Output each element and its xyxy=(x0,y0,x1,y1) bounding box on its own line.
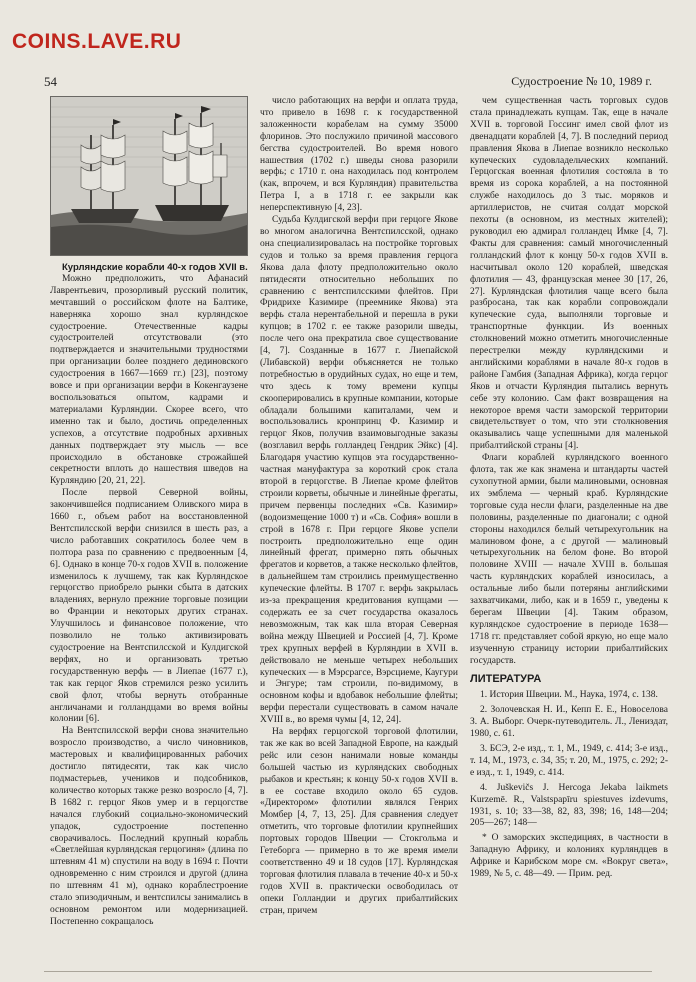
paragraph: Флаги кораблей курляндского военного флота, так же как знамена и штандарты частей сухопутной армии, были малиновыми, основная их эмблема — черный краб. Курляндские торговые суда несли флаги, разделенные на две половины, разделенные по диагонали; с одной стороны находился белый четырехугольник на малиновом фоне, а с другой — малиновый четырехугольник на белом фоне. Во второй половине XVIII — начале XVIII в. большая часть курляндских кораблей износилась, а остальные либо были потеряны английскими захватчиками, либо, как и в 1659 г., уведены к берегам Швеции [4]. Таким образом, курляндское судостроение в периоде 1638—1718 гг. представляет собой яркую, но еще мало изученную страницу истории прибалтийских государств. xyxy=(470,453,668,666)
reference-item: 3. БСЭ, 2-е изд., т. 1, М., 1949, с. 414; 3-е изд., т. 14, М., 1973, с. 34, 35; т. 20, М., 1975, с. 292; 2-е изд., т. 1, 1949, с. 414. xyxy=(470,744,668,778)
figure-caption: Курляндские корабли 40-х годов XVII в. xyxy=(62,262,248,273)
paragraph: Можно предположить, что Афанасий Лаврентьевич, прозорливый русский политик, мечтавший о российском флоте на Балтике, наверняка хорошо знал курляндское судостроение. Отечественные кадры судостроителей отсутствовали (это подтверждается и значительными трудностями при организации более позднего дединовского судостроения в 1667—1669 гг.) [23], поэтому вовсе и при организации верфи в Кокенгаузене воспользоваться опытом, кадрами и материалами Курляндии. Скорее всего, что именно так и было, достичь определенных успехов, а отсутствие подробных архивных данных подтверждает эту мысль — все происходило в обстановке строжайшей секретности вплоть до нашествия шведов на Курляндию [20, 21, 22]. xyxy=(50,273,248,487)
running-head: Судостроение № 10, 1989 г. xyxy=(511,74,652,88)
paragraph: На Вентспилсской верфи снова значительно возросло производство, а число чиновников, мастеровых и квалифицированных рабочих достигло пятидесяти, так как число подмастерьев, учеников и подсобников, количество которых также резко возросло [4, 7]. В 1682 г. герцог Яков умер и в герцогстве начался глубокий социально-экономический упадок, судостроение постепенно сворачивалось. Последний крупный корабль «Светлейшая курляндская герцогиня» (длина по штевням 41 м) спустили на воду в 1694 г. Почти одновременно с ним строился и другой (длина по штевням 41 м), однако кораблестроение стало эпизодичным, и вентспилсы занимались в основном ремонтом или модернизацией. Постепенно сокращалось xyxy=(50,726,248,927)
article-body xyxy=(50,96,666,966)
paragraph: число работающих на верфи и оплата труда, что привело в 1698 г. к государственной заложенности корабелам на сумму 35000 флоринов. Это послужило причиной массового бегства судостроителей. Во время нового нашествия (1702 г.) шведы снова разорили верфь; с 1710 г. она находилась под контролем (как, впрочем, и вся Курляндия) правительства Петра I, а в 1718 г. ее закрыли как неперспективную [4, 23]. xyxy=(260,96,458,214)
ships-illustration xyxy=(50,96,248,256)
ships-engraving-icon xyxy=(51,97,247,255)
page-number: 54 xyxy=(44,74,57,89)
page-bottom-rule xyxy=(44,971,652,972)
reference-item: 4. Juškevičs J. Hercoga Jekaba laikmets Kurzemē. R., Valstspapīru spiestuves izdevums, 1931, s. 10; 33—38, 82, 83, 398; 16, 148—204; 205—267; 148— xyxy=(470,782,668,829)
paragraph: После первой Северной войны, закончившейся подписанием Оливского мира в 1660 г., объем работ на восстановленной Вентспилсской верфи снизился в шесть раз, а число работавших сократилось более чем в полтора раза по сравнению с предвоенным [4, 6]. Однако в конце 70-х годов XVII в. положение изменилось к лучшему, так как Курляндское герцогство приобрело рынки сбыта в датских владениях, вернуло прежние торговые позиции во Франции и некоторых других странах. Улучшилось и финансовое положение, что позволило не только активизировать судостроение на Вентспилсской и Кулдигской верфях, но и организовать третью государственную верфь — в Лиепае (1677 г.), так как герцог Яков стремился резко усилить свой флот, чтобы вернуть отобранные англичанами и голландцами во время войны колонии [6]. xyxy=(50,488,248,725)
column-3 xyxy=(470,96,668,966)
footnote: * О заморских экспедициях, в частности в Западную Африку, и колониях курляндцев в Африке и Карибском море см. «Вокруг света», 1989, № 5, с. 48—49. — Прим. ред. xyxy=(470,833,668,880)
column-2 xyxy=(260,96,458,966)
reference-item: 2. Золочевская Н. И., Кепп Е. Е., Новоселова З. А. Выборг. Очерк-путеводитель. Л., Лениздат, 1980, с. 61. xyxy=(470,705,668,740)
paragraph: чем существенная часть торговых судов стала принадлежать купцам. Так, еще в начале XVII в. торговой Госсинг имел свой флот из двенадцати кораблей [4, 7]. В последний период правления Якова в Лиепае возникло несколько купеческих судовладельческих компаний. Герцогская военная флотилия состояла в то время из сорока кораблей, а на постоянной службе находилось до 3 тыс. моряков и артиллеристов, не считая солдат морской пехоты (в основном, из местных жителей); руководил ею адмирал голландец Имке [4, 7]. Факты для сравнения: самый многочисленный голландский флот к концу 50-х годов XVII в. насчитывал около 120 кораблей, шведская флотилия — 43, французская менее 30 [17, 26, 27]. Курляндская флотилия чаще всего была разбросана, так как корабли сопровождали купеческие суда, выполняли торговые и транспортные функции. Из военных столкновений можно отметить многочисленные перестрелки между курляндскими и английскими кораблями в начале 80-х годов в районе Гамбия (Западная Африка), когда герцог Яков и отчасти Курляндия пытались вернуть себе эту колонию. Сам факт возвращения на некоторое время части заморской территории свидетельствует о том, что эти столкновения оказывались чаще успешными для маленькой прибалтийской страны [4]. xyxy=(470,96,668,452)
paragraph: На верфях герцогской торговой флотилии, так же как во всей Западной Европе, на каждый рейс или сезон нанимали новые команды большей частью из курляндских свободных рыбаков и крестьян; к концу 50-х годов XVII в. в ее составе входило около 65 судов. «Директором» флотилии являлся Генрих Момбер [4, 7, 13, 25]. Для сравнения следует отметить, что торговые флотилии крупнейших портовых городов Швеции — Стокгольма и Гетеборга — примерно в то же время имели соответственно 49 и 18 судов [17]. Курляндская торговая флотилия плавала в течение 40-х и 50-х годов XVII в. практически освободилась от опеки Голландии и других прибалтийских стран, причем xyxy=(260,727,458,916)
literature-heading: ЛИТЕРАТУРА xyxy=(470,672,542,685)
column-1 xyxy=(50,96,248,966)
watermark-text: COINS.LAVE.RU xyxy=(12,30,182,53)
reference-item: 1. История Швеции. М., Наука, 1974, с. 138. xyxy=(480,690,658,701)
literature-list xyxy=(470,690,668,830)
paragraph: Судьба Кулдигской верфи при герцоге Якове во многом аналогична Вентспилсской, однако она специализировалась на постройке торговых судов и только за время правления герцога Якова дала флоту предположительно около пятидесяти относительно небольших по сравнению с вентспилсскими флейтов. При Фридрихе Казимире (преемнике Якова) эта верфь стала нерентабельной и перешла в руки купцов; в 1702 г. ее также разорили шведы, после чего она прекратила свое существование [4, 7]. Созданные в 1677 г. Лиепайской (Либавской) верфи объясняется не только потребностью в орудийных судах, но еще и тем, что здесь к тому времени купцы скооперировались в крупные компании, которые обладали большими капиталами, чем и воспользовались кронпринц Ф. Казимир и герцог Яков, получив взаимовыгодные заказы (возглавил верфь голландец Гендрик Эйкс) [4]. Благодаря участию купцов эта государственно-частная мануфактура за короткий срок стала второй в герцогстве. В Лиепае кроме флейтов строили корветы, обычные и линейные фрегаты, причем первенцы последних «Св. Казимир» (водоизмещение 1000 т) и «Св. София» вошли в строй в 1678 г. При герцоге Якове успели построить предположительно еще один линейный фрегат, примерно пять обычных фрегатов и корветов, а также несколько флейтов, в дальнейшем там строились преимущественно купеческие флейты. В 1707 г. верфь закрылась из-за прекращения кредитования купцами — содержать ее за счет государства оказалось невозможным, так как шла вторая Северная война между Швецией и Россией [4, 7]. Кроме трех крупных верфей в Курляндии в XVII в. действовало не меньше четырех небольших купеческих — в Мэрсрагсе, Вэрсциеме, Каугури и Энгуре; там строили, по-видимому, в основном кофы и вдобавок небольшие флейты; верфи перестали существовать в самом начале XVIII в., во время чумы [4, 12, 24]. xyxy=(260,215,458,726)
